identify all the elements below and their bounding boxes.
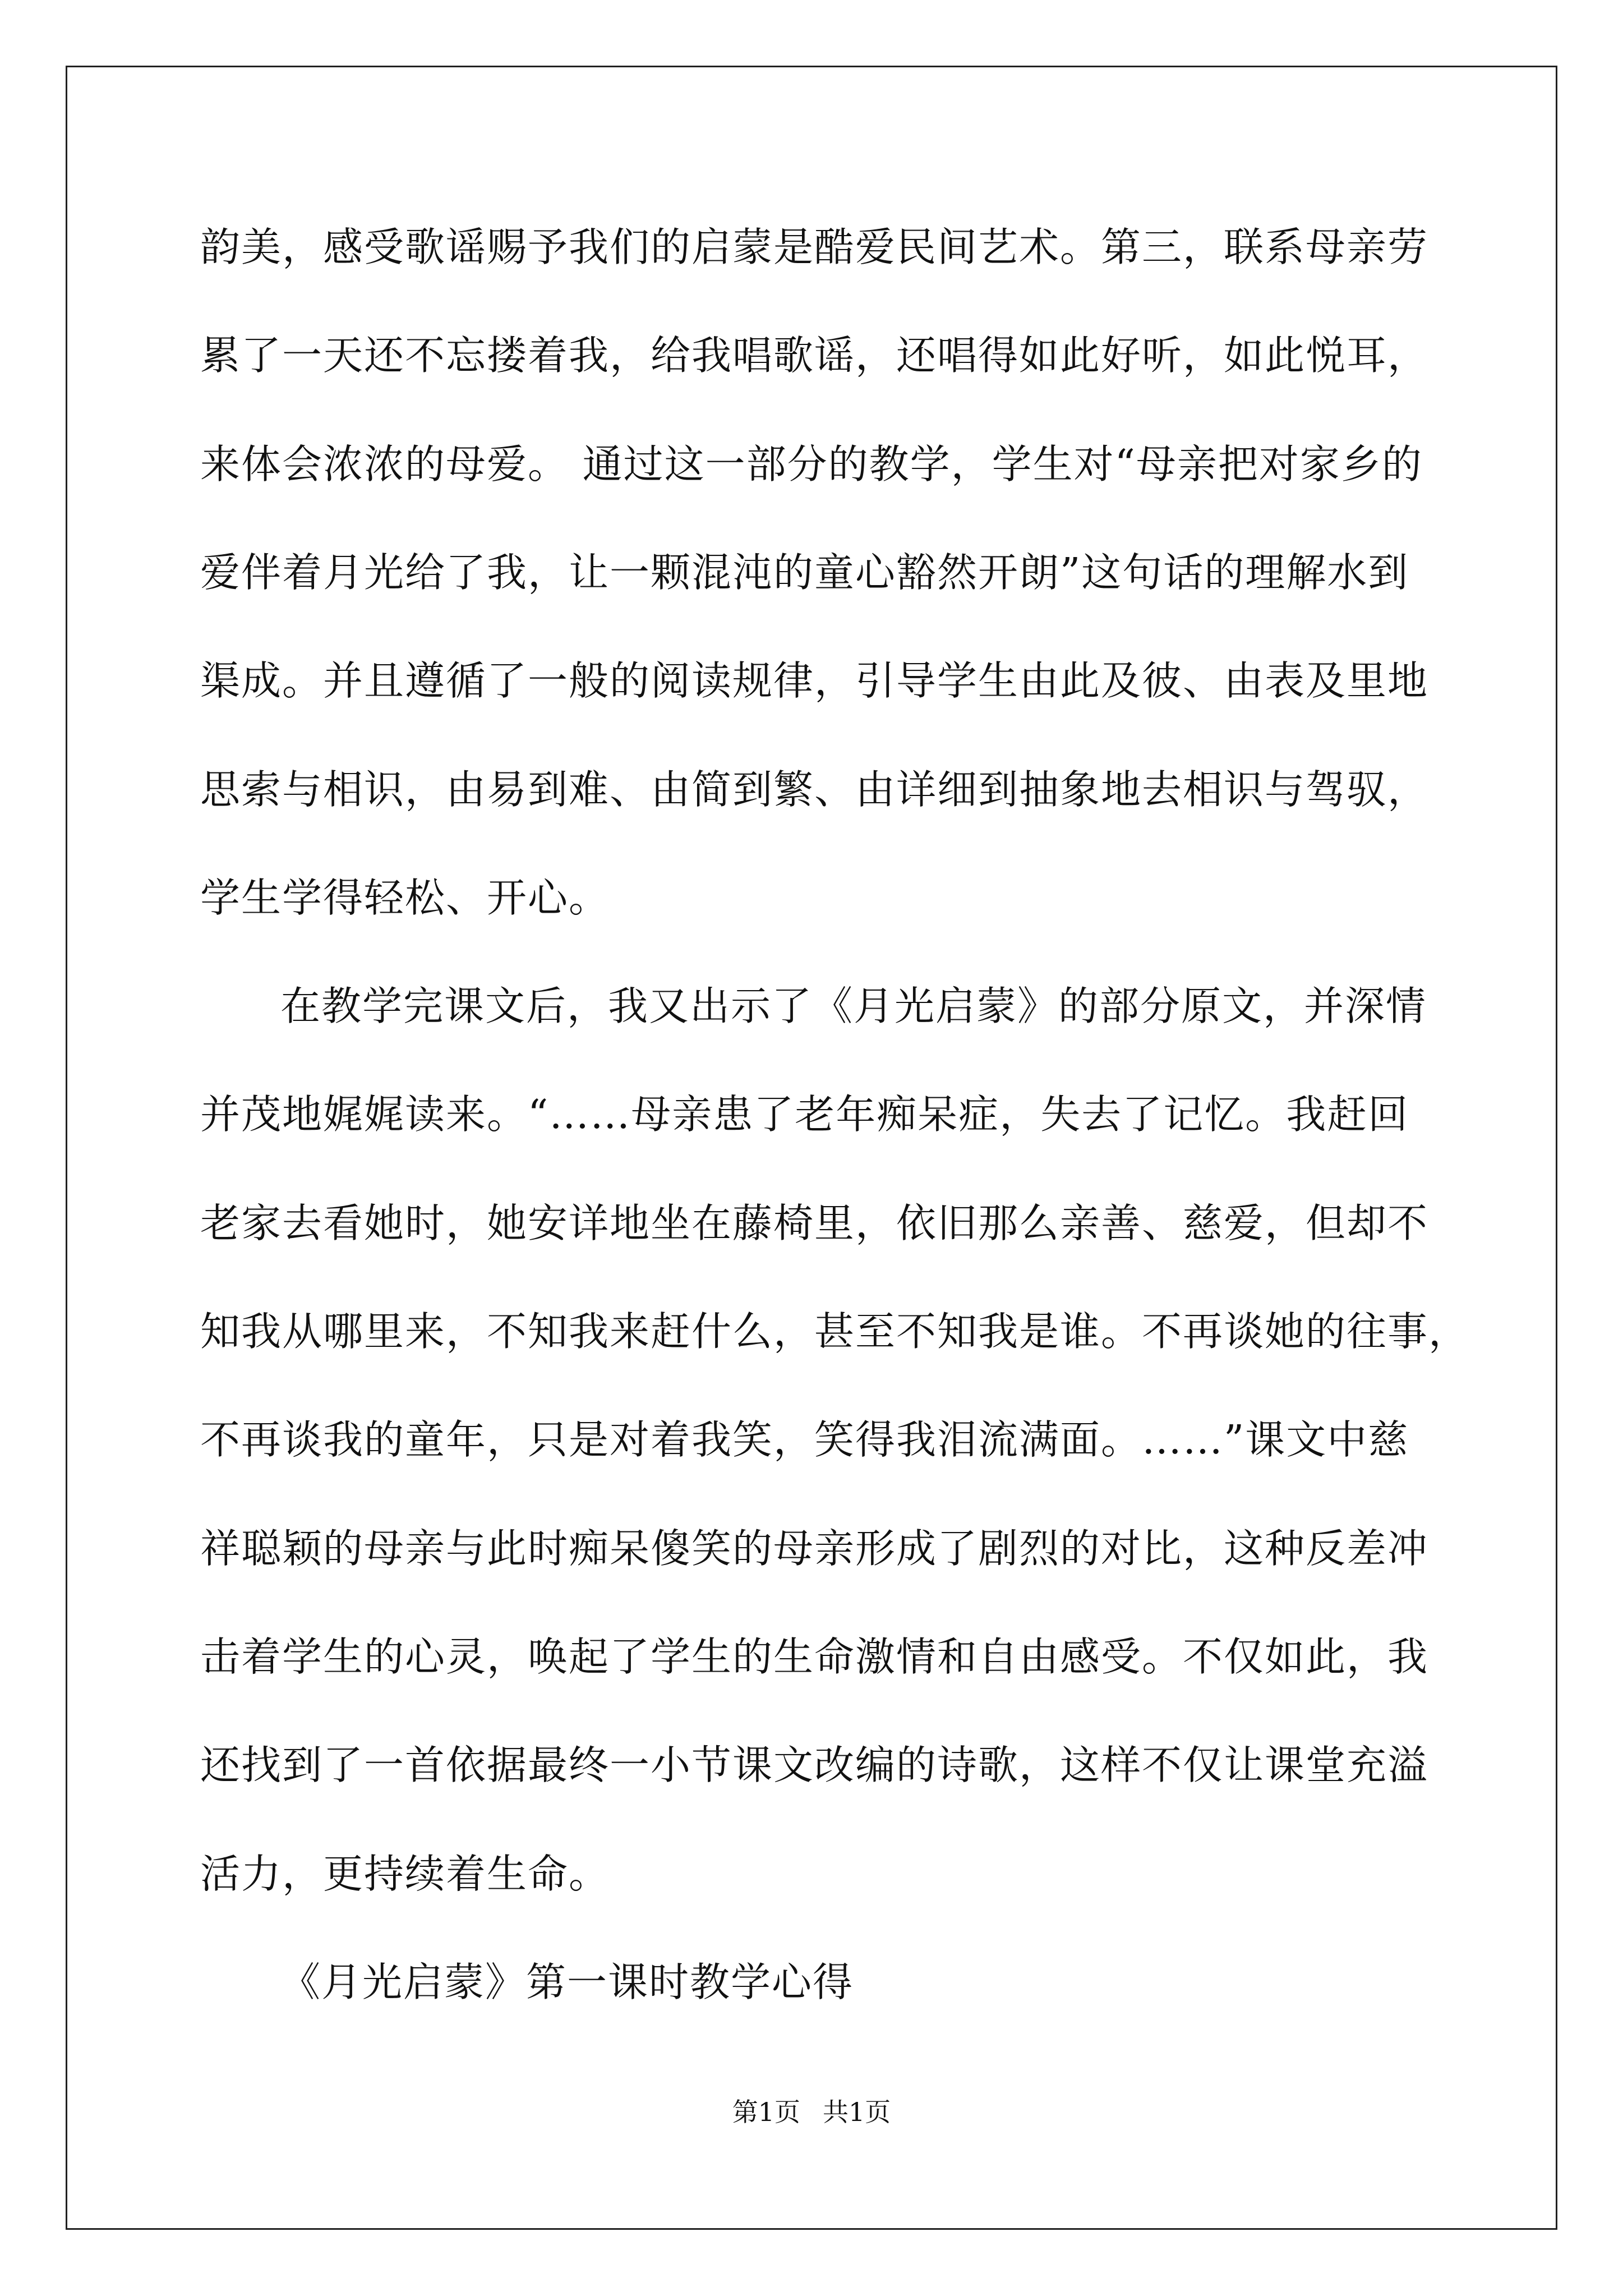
text-line-10: 老家去看她时，她安详地坐在藤椅里，依旧那么亲善、慈爱，但却不 xyxy=(200,1200,1429,1246)
text-line-12: 不再谈我的童年，只是对着我笑，笑得我泪流满面。……”课文中慈 xyxy=(200,1416,1409,1463)
text-line-3: 来体会浓浓的母爱。 通过这一部分的教学，学生对“母亲把对家乡的 xyxy=(200,441,1423,487)
text-line-7: 学生学得轻松、开心。 xyxy=(200,875,610,921)
text-line-11: 知我从哪里来，不知我来赶什么，甚至不知我是谁。不再谈她的往事， xyxy=(200,1308,1470,1355)
text-line-9: 并茂地娓娓读来。“……母亲患了老年痴呆症，失去了记忆。我赶回 xyxy=(200,1091,1409,1138)
text-line-6: 思索与相识，由易到难、由简到繁、由详细到抽象地去相识与驾驭， xyxy=(200,766,1429,813)
page-number-current: 第1页 xyxy=(732,2097,800,2127)
text-line-4: 爱伴着月光给了我，让一颗混沌的童心豁然开朗”这句话的理解水到 xyxy=(200,549,1409,596)
section-heading: 《月光启蒙》第一课时教学心得 xyxy=(280,1959,854,2005)
text-line-8: 在教学完课文后，我又出示了《月光启蒙》的部分原文，并深情 xyxy=(280,983,1427,1029)
text-line-15: 还找到了一首依据最终一小节课文改编的诗歌，这样不仅让课堂充溢 xyxy=(200,1742,1429,1788)
page-border xyxy=(66,66,1557,2230)
text-line-2: 累了一天还不忘搂着我，给我唱歌谣，还唱得如此好听，如此悦耳， xyxy=(200,332,1429,379)
page-number-total: 共1页 xyxy=(823,2097,891,2127)
text-line-13: 祥聪颖的母亲与此时痴呆傻笑的母亲形成了剧烈的对比，这种反差冲 xyxy=(200,1525,1429,1572)
page-footer xyxy=(0,2095,1623,2129)
text-line-14: 击着学生的心灵，唤起了学生的生命激情和自由感受。不仅如此，我 xyxy=(200,1634,1429,1680)
text-line-1: 韵美，感受歌谣赐予我们的启蒙是酷爱民间艺术。第三，联系母亲劳 xyxy=(200,224,1429,270)
text-line-5: 渠成。并且遵循了一般的阅读规律，引导学生由此及彼、由表及里地 xyxy=(200,657,1429,704)
text-line-16: 活力，更持续着生命。 xyxy=(200,1851,610,1897)
